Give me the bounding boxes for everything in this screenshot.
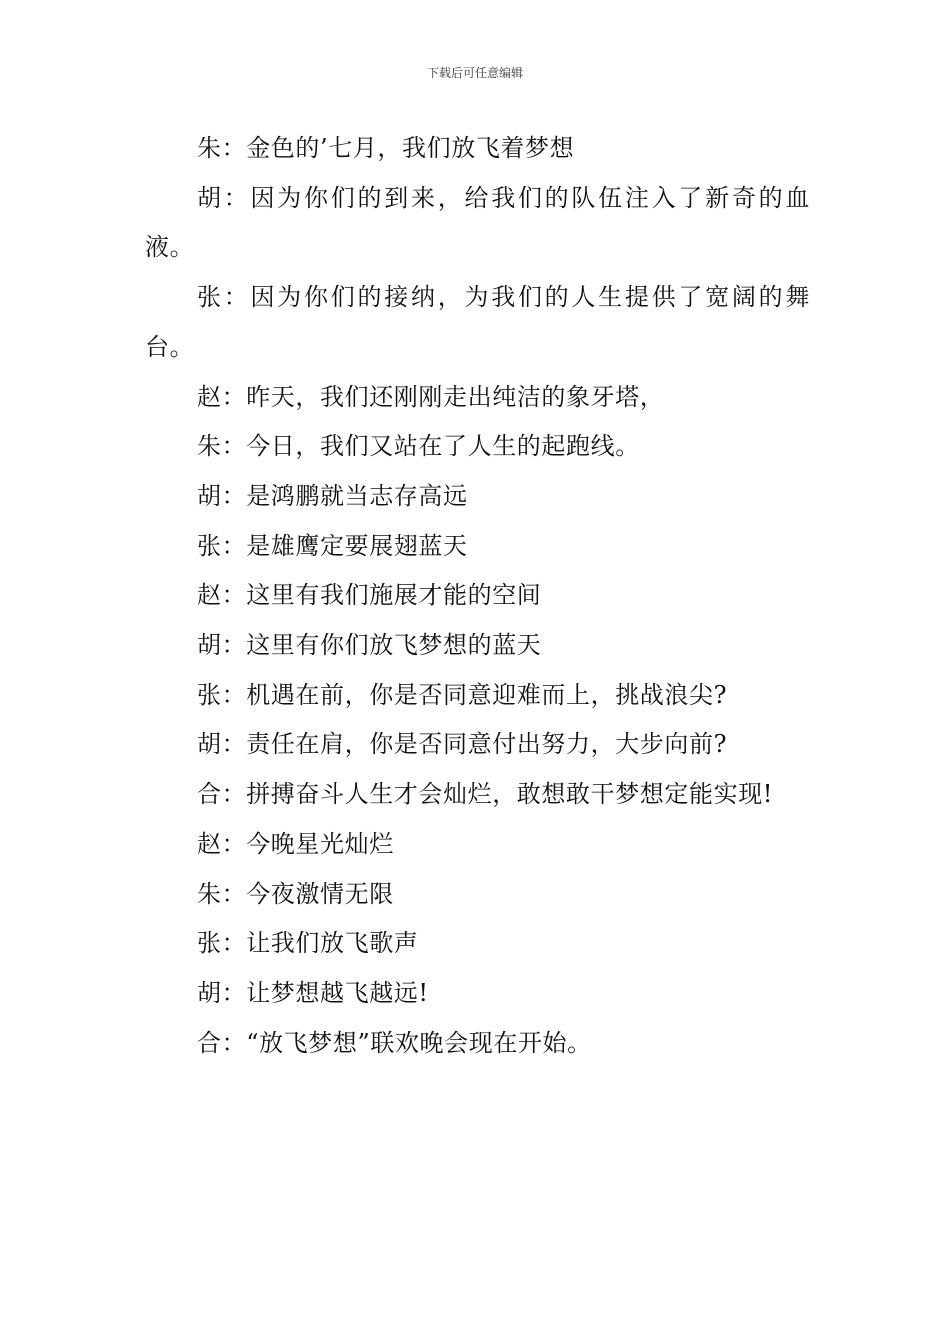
script-line: 胡：责任在肩，你是否同意付出努力，大步向前? bbox=[197, 730, 728, 759]
script-line: 赵：昨天，我们还刚刚走出纯洁的象牙塔， bbox=[197, 382, 665, 411]
script-body bbox=[145, 124, 810, 1068]
script-line: 合：“放飞梦想”联欢晚会现在开始。 bbox=[197, 1028, 592, 1057]
script-line: 胡：这里有你们放飞梦想的蓝天 bbox=[197, 631, 542, 660]
script-line: 胡：是鸿鹏就当志存高远 bbox=[197, 481, 468, 510]
script-line: 胡：让梦想越飞越远! bbox=[197, 978, 429, 1007]
script-line: 张：因为你们的接纳，为我们的人生提供了宽阔的舞台。 bbox=[145, 283, 810, 361]
page-header: 下载后可任意编辑 bbox=[426, 66, 523, 80]
script-line: 朱：今夜激情无限 bbox=[197, 879, 394, 908]
script-line: 张：机遇在前，你是否同意迎难而上，挑战浪尖? bbox=[197, 680, 728, 709]
script-line: 朱：金色的’七月，我们放飞着梦想 bbox=[197, 134, 575, 162]
script-line: 胡：因为你们的到来，给我们的队伍注入了新奇的血液。 bbox=[145, 183, 810, 262]
script-line: 赵：这里有我们施展才能的空间 bbox=[197, 581, 542, 610]
script-line: 张：让我们放飞歌声 bbox=[197, 929, 419, 958]
script-line: 赵：今晚星光灿烂 bbox=[197, 829, 394, 858]
script-line: 张：是雄鹰定要展翅蓝天 bbox=[197, 531, 468, 560]
script-line: 合：拼搏奋斗人生才会灿烂，敢想敢干梦想定能实现! bbox=[197, 780, 774, 809]
script-line: 朱：今日，我们又站在了人生的起跑线。 bbox=[197, 432, 640, 461]
